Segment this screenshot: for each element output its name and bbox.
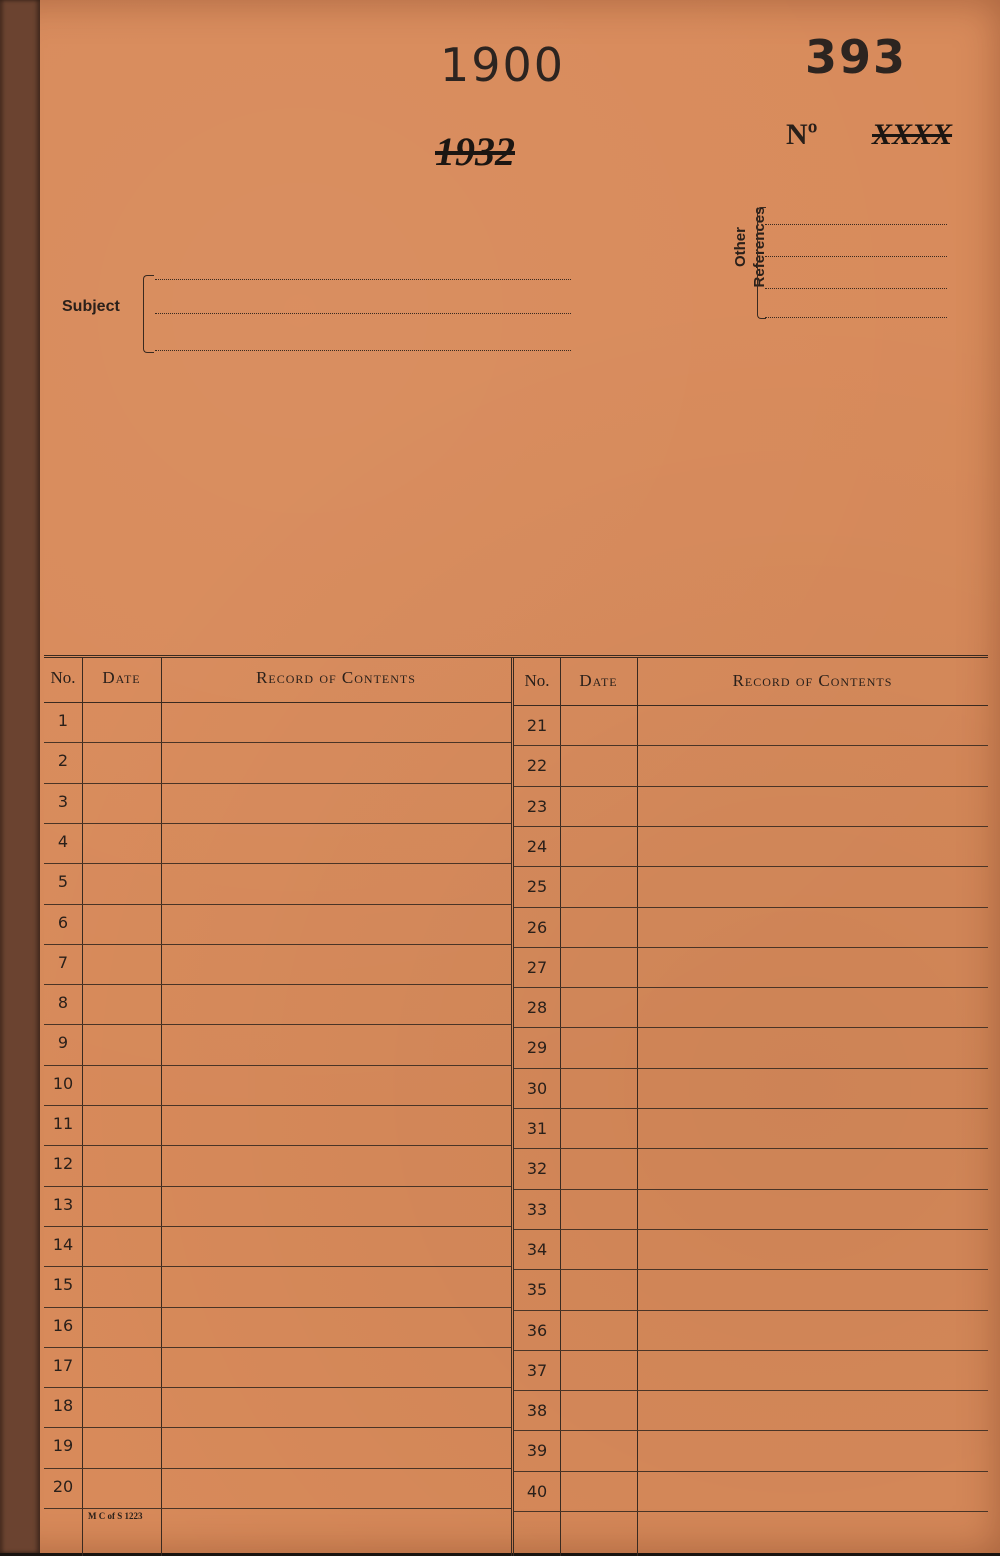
- row-rule-left: [44, 1468, 511, 1469]
- header-record-left: Record of Contents: [256, 668, 416, 687]
- row-number-right: 22: [526, 756, 548, 776]
- row-number-left: 14: [52, 1234, 74, 1254]
- header-no-right: No.: [524, 671, 550, 690]
- row-number-left: 10: [52, 1073, 74, 1093]
- stamp-file-number: 393: [805, 30, 908, 84]
- row-rule-right: [514, 1471, 988, 1472]
- row-number-right: 39: [526, 1441, 548, 1461]
- row-rule-left: [44, 1105, 511, 1106]
- column-divider: [161, 658, 162, 1556]
- row-rule-right: [514, 1350, 988, 1351]
- row-rule-left: [44, 1145, 511, 1146]
- row-number-left: 13: [52, 1194, 74, 1214]
- row-number-right: 26: [526, 917, 548, 937]
- row-rule-left: [44, 1065, 511, 1066]
- row-number-right: 31: [526, 1119, 548, 1138]
- header-rule-right: [514, 705, 988, 706]
- row-number-left: 1: [57, 711, 69, 730]
- row-rule-left: [44, 944, 511, 945]
- column-divider: [82, 658, 83, 1556]
- row-rule-right: [514, 1229, 988, 1230]
- row-rule-right: [514, 987, 988, 988]
- row-rule-left: [44, 1307, 511, 1308]
- row-number-right: 30: [526, 1078, 548, 1098]
- row-rule-right: [514, 947, 988, 948]
- row-rule-left: [44, 1024, 511, 1025]
- row-rule-left: [44, 904, 511, 905]
- other-references-line-3[interactable]: [765, 288, 947, 289]
- row-rule-right: [514, 826, 988, 827]
- row-number-left: 8: [57, 993, 69, 1013]
- column-divider: [637, 658, 638, 1556]
- row-rule-left: [44, 863, 511, 864]
- row-number-left: 15: [52, 1275, 74, 1295]
- row-rule-right: [514, 1108, 988, 1109]
- row-number-left: 3: [57, 791, 69, 811]
- row-number-left: 19: [52, 1436, 74, 1456]
- row-number-left: 20: [52, 1476, 74, 1496]
- row-rule-right: [514, 1027, 988, 1028]
- table-bottom-rule-left: [44, 1508, 511, 1509]
- row-number-left: 18: [52, 1396, 74, 1416]
- column-divider-center: [511, 658, 514, 1556]
- other-references-line-1[interactable]: [765, 224, 947, 225]
- row-rule-right: [514, 907, 988, 908]
- row-number-left: 17: [52, 1355, 74, 1375]
- subject-bracket: [143, 275, 154, 353]
- row-number-right: 36: [526, 1320, 548, 1340]
- header-no-left: No.: [50, 668, 76, 687]
- row-number-right: 28: [526, 998, 548, 1018]
- row-number-right: 37: [526, 1360, 548, 1380]
- row-rule-right: [514, 1390, 988, 1391]
- row-number-left: 6: [57, 912, 69, 932]
- row-number-right: 25: [526, 877, 548, 897]
- row-number-right: 34: [526, 1239, 548, 1259]
- row-rule-left: [44, 1387, 511, 1388]
- subject-label: Subject: [62, 298, 120, 315]
- row-number-left: 12: [52, 1154, 74, 1174]
- row-rule-right: [514, 1068, 988, 1069]
- folder-spine: [0, 0, 40, 1553]
- row-rule-right: [514, 786, 988, 787]
- row-number-right: 35: [526, 1280, 548, 1300]
- record-of-contents-table: [44, 655, 988, 1556]
- row-number-left: 16: [52, 1315, 74, 1335]
- row-number-right: 38: [526, 1401, 548, 1421]
- row-rule-right: [514, 1269, 988, 1270]
- row-number-left: 4: [57, 831, 69, 851]
- row-rule-left: [44, 984, 511, 985]
- row-number-right: 24: [526, 836, 548, 856]
- row-number-right: 21: [526, 716, 548, 735]
- row-number-right: 40: [526, 1481, 548, 1501]
- row-rule-left: [44, 742, 511, 743]
- row-number-right: 27: [526, 957, 548, 977]
- row-number-left: 11: [52, 1114, 74, 1133]
- row-rule-left: [44, 1226, 511, 1227]
- subject-line-1[interactable]: [155, 279, 571, 280]
- number-label: Nº: [786, 118, 818, 151]
- row-number-right: 32: [526, 1159, 548, 1179]
- other-references-line-2[interactable]: [765, 256, 947, 257]
- row-number-left: 5: [57, 872, 69, 892]
- row-number-right: 29: [526, 1038, 548, 1058]
- row-rule-right: [514, 1148, 988, 1149]
- row-rule-left: [44, 1266, 511, 1267]
- header-rule-left: [44, 702, 511, 703]
- subject-line-3[interactable]: [155, 350, 571, 351]
- row-rule-right: [514, 1189, 988, 1190]
- form-code: M C of S 1223: [88, 1511, 143, 1521]
- other-references-label-line2: References: [751, 206, 768, 288]
- column-divider: [560, 658, 561, 1556]
- row-rule-left: [44, 1186, 511, 1187]
- row-rule-left: [44, 1427, 511, 1428]
- row-number-left: 2: [57, 751, 69, 771]
- header-record-right: Record of Contents: [732, 671, 893, 690]
- other-references-label: [731, 197, 781, 297]
- row-rule-left: [44, 823, 511, 824]
- other-references-label-line1: Other: [732, 227, 749, 268]
- row-number-right: 23: [526, 796, 548, 816]
- row-rule-left: [44, 783, 511, 784]
- struck-out-year-text: 1932: [435, 129, 515, 174]
- struck-out-number: XXXX: [872, 118, 953, 151]
- subject-line-2[interactable]: [155, 313, 571, 314]
- row-number-right: 33: [526, 1199, 548, 1219]
- row-number-left: 9: [57, 1033, 69, 1053]
- header-date-right: Date: [579, 671, 618, 690]
- struck-out-year: [435, 128, 515, 175]
- header-date-left: Date: [102, 668, 141, 687]
- row-rule-right: [514, 745, 988, 746]
- row-rule-right: [514, 866, 988, 867]
- other-references-line-4[interactable]: [765, 317, 947, 318]
- row-rule-right: [514, 1430, 988, 1431]
- row-number-left: 7: [57, 952, 69, 972]
- row-rule-right: [514, 1511, 988, 1512]
- stamp-year: 1900: [440, 38, 566, 92]
- row-rule-right: [514, 1310, 988, 1311]
- row-rule-left: [44, 1347, 511, 1348]
